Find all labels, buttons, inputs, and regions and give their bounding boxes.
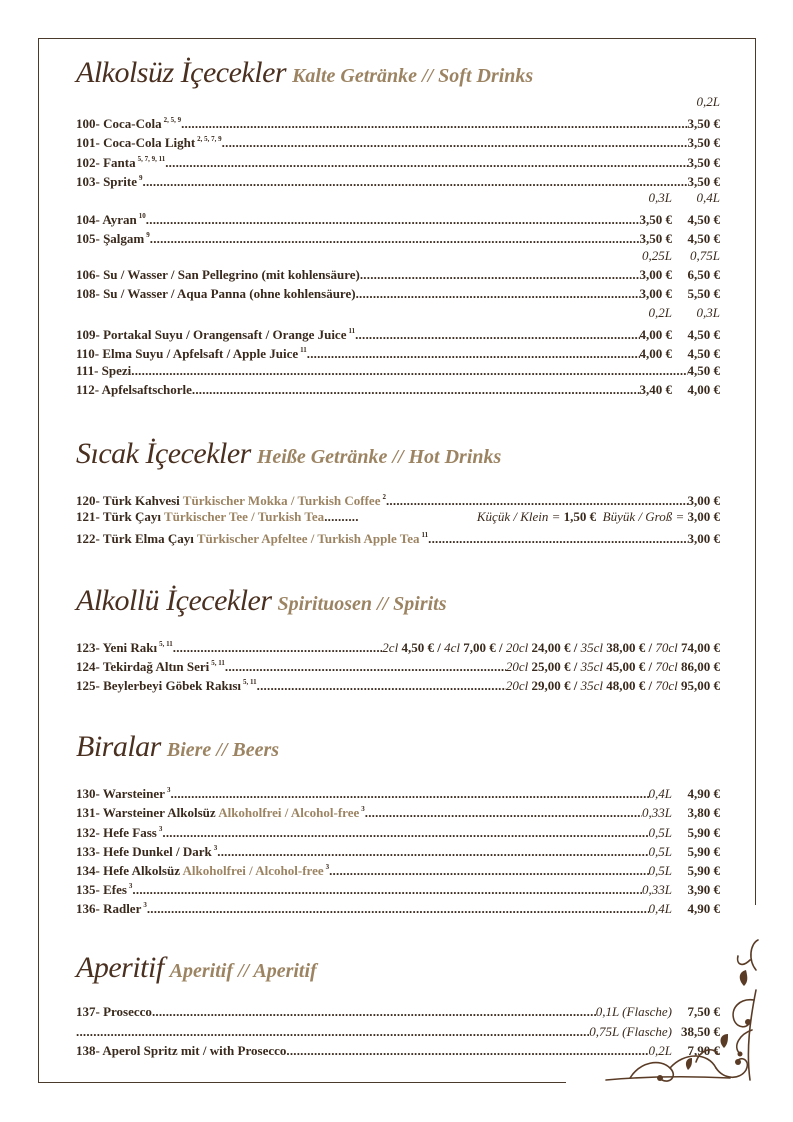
size-header	[76, 92, 720, 111]
leader-dots	[181, 114, 687, 133]
leader-dots	[329, 861, 648, 880]
title-german-english: Aperitif // Aperitif	[169, 960, 317, 983]
item-name: 121- Türk Çayı	[76, 509, 161, 525]
allergen-note: 9	[139, 173, 143, 182]
size-label: 0,3L	[648, 189, 672, 205]
item-price: 3,00 €	[687, 493, 720, 508]
section-title	[76, 583, 720, 617]
item-price: 3,00 €	[639, 285, 672, 301]
leader-dots	[225, 657, 506, 676]
leader-dots	[356, 284, 640, 303]
size-label: Küçük / Klein =	[476, 509, 561, 525]
menu-item	[76, 896, 720, 915]
item-price: 3,80 €	[687, 805, 720, 821]
menu-content	[76, 58, 720, 1060]
item-price: 4,00 €	[639, 327, 672, 343]
item-name: 110- Elma Suyu / Apfelsaft / Apple Juice	[76, 346, 299, 362]
item-price-large: 4,50 €	[687, 212, 720, 228]
allergen-note: 5, 11	[243, 677, 257, 686]
allergen-note: 3	[128, 882, 133, 891]
leader-dots	[365, 803, 642, 822]
item-price: 4,00 €	[639, 346, 672, 362]
allergen-note: 11	[300, 346, 307, 355]
size-label: 0,75L (Flasche)	[589, 1023, 672, 1039]
title-german-english: Spirituosen // Spirits	[277, 592, 447, 615]
size-label: 0,5L	[648, 824, 672, 840]
item-price: 3,50 €	[687, 173, 720, 189]
size-label: 0,4L	[648, 901, 672, 917]
allergen-note: 3	[158, 824, 163, 833]
leader-dots	[257, 676, 506, 695]
menu-item	[76, 169, 720, 188]
item-name: 109- Portakal Suyu / Orangensaft / Orange Juice	[76, 327, 347, 343]
menu-item	[76, 284, 720, 303]
menu-item	[76, 820, 720, 839]
size-label: 0,2L	[648, 305, 672, 321]
item-name: 135- Efes	[76, 882, 127, 898]
floral-scroll-ornament-icon	[600, 930, 760, 1090]
item-name: 108- Su / Wasser / Aqua Panna (ohne kohlensäure)	[76, 285, 356, 301]
leader-dots	[152, 1002, 596, 1021]
section-title	[76, 732, 720, 762]
item-price-large: 4,50 €	[687, 231, 720, 247]
item-name: 132- Hefe Fass	[76, 824, 157, 840]
item-name: 106- Su / Wasser / San Pellegrino (mit kohlensäure)	[76, 266, 360, 282]
allergen-note: 11	[421, 531, 429, 540]
size-label: 0,4L	[648, 786, 672, 802]
item-price: 3,50 €	[687, 154, 720, 170]
menu-item	[76, 111, 720, 130]
menu-item	[76, 361, 720, 380]
leader-dots	[355, 325, 639, 344]
item-price: 3,50 €	[687, 135, 720, 151]
allergen-note: 3	[166, 786, 171, 795]
item-name: 101- Coca-Cola Light	[76, 135, 196, 151]
item-price: 5,90 €	[687, 843, 720, 859]
item-name: 131- Warsteiner Alkolsüz	[76, 805, 216, 821]
size-label: 0,4L	[696, 189, 720, 205]
menu-item	[76, 265, 720, 284]
item-translation: Türkischer Mokka / Turkish Coffee	[182, 493, 381, 508]
allergen-note: 3	[361, 805, 365, 814]
item-price-large: 4,50 €	[687, 327, 720, 343]
section-beers	[76, 732, 720, 915]
section-title	[76, 58, 720, 88]
allergen-note: 2, 5, 9	[163, 116, 182, 125]
leader-dots	[222, 133, 688, 152]
item-price-large: 5,50 €	[687, 285, 720, 301]
item-name: 124- Tekirdağ Altın Seri	[76, 658, 210, 674]
item-name: 136- Radler	[76, 901, 142, 917]
leader-dots	[143, 172, 688, 191]
size-label: 0,3L	[696, 305, 720, 321]
item-price-large: 4,50 €	[687, 346, 720, 362]
size-label: 0,75L	[690, 247, 720, 263]
allergen-note: 5, 7, 9, 11	[137, 154, 166, 163]
leader-dots	[165, 153, 687, 172]
title-turkish: Biralar	[76, 730, 161, 764]
item-name: 123- Yeni Rakı	[76, 639, 158, 655]
menu-item	[76, 150, 720, 169]
title-turkish: Alkolsüz İçecekler	[76, 56, 287, 89]
leader-dots	[147, 899, 649, 918]
item-price: 3,40 €	[639, 381, 672, 397]
menu-item	[76, 800, 720, 819]
item-price: 4,90 €	[687, 901, 720, 917]
leader-dots	[324, 507, 358, 526]
item-translation: Alkoholfrei / Alcohol-free	[182, 862, 324, 878]
allergen-note: 3	[143, 901, 147, 910]
leader-dots	[162, 823, 648, 842]
title-turkish: Sıcak İçecekler	[76, 437, 251, 470]
menu-item	[76, 341, 720, 360]
size-label: Büyük / Groß =	[602, 509, 685, 525]
allergen-note: 2	[382, 493, 386, 501]
section-soft-drinks	[76, 58, 720, 399]
menu-item	[76, 130, 720, 149]
menu-item	[76, 380, 720, 399]
size-label: 0,2L	[648, 1042, 672, 1058]
item-name: 100- Coca-Cola	[76, 116, 162, 132]
item-name: 105- Şalgam	[76, 231, 145, 247]
item-translation: Alkoholfrei / Alcohol-free	[218, 805, 360, 821]
allergen-note: 5, 11	[211, 658, 225, 667]
menu-item	[76, 226, 720, 245]
item-price-large: 6,50 €	[687, 266, 720, 282]
menu-item	[76, 858, 720, 877]
item-price: 3,50 €	[687, 116, 720, 132]
size-label: 0,5L	[648, 862, 672, 878]
item-price: 7,90 €	[687, 1042, 720, 1058]
leader-dots	[76, 1022, 589, 1041]
size-header	[76, 303, 720, 322]
item-name: 122- Türk Elma Çayı	[76, 531, 194, 547]
item-name: 138- Aperol Spritz mit / with Prosecco	[76, 1042, 287, 1058]
item-price: 7,50 €	[687, 1004, 720, 1020]
leader-dots	[428, 529, 687, 548]
allergen-note: 5, 11	[159, 639, 173, 648]
allergen-note: 2, 5, 7, 9	[197, 135, 222, 144]
title-german-english: Heiße Getränke // Hot Drinks	[256, 446, 502, 468]
section-hot-drinks	[76, 439, 720, 546]
title-german-english: Biere // Beers	[166, 739, 280, 762]
menu-item	[76, 839, 720, 858]
item-name: 104- Ayran	[76, 212, 137, 228]
menu-item	[76, 488, 720, 507]
item-price-large: 4,00 €	[687, 381, 720, 397]
menu-item: 125- Beylerbeyi Göbek Rakısı $^{5, 11}$ ..... 20cl 29,00 € / 35cl 48,00 € / 70cl 95,00 €	[76, 673, 720, 692]
item-translation: Türkischer Apfeltee / Turkish Apple Tea	[196, 531, 420, 547]
allergen-note: 3	[325, 862, 330, 871]
item-name: 133- Hefe Dunkel / Dark	[76, 843, 212, 859]
section-title	[76, 439, 720, 469]
item-name: 134- Hefe Alkolsüz	[76, 862, 180, 878]
size-label: 0,33L	[642, 882, 672, 898]
item-name: 120- Türk Kahvesi	[76, 493, 180, 508]
size-label: 0,2L	[696, 94, 720, 109]
allergen-note: 9	[146, 231, 150, 240]
item-name: 125- Beylerbeyi Göbek Rakısı	[76, 677, 242, 693]
menu-item	[76, 877, 720, 896]
allergen-note: 11	[348, 327, 356, 336]
item-price: 3,00 €	[639, 266, 672, 282]
menu-item	[76, 526, 720, 545]
leader-dots	[360, 265, 640, 284]
item-price: 4,50 €	[687, 362, 720, 378]
item-name: 103- Sprite	[76, 173, 138, 189]
item-name: 137- Prosecco	[76, 1004, 152, 1020]
menu-item	[76, 322, 720, 341]
item-price: 3,00 €	[687, 531, 720, 547]
leader-dots	[131, 361, 687, 380]
item-price: 5,90 €	[687, 862, 720, 878]
allergen-note: 10	[138, 212, 146, 221]
item-price: 3,90 €	[687, 882, 720, 898]
size-label: 0,25L	[642, 247, 672, 263]
menu-item	[76, 207, 720, 226]
item-name: 111- Spezi	[76, 362, 132, 378]
allergen-note: 3	[213, 843, 218, 852]
size-label: 0,1L (Flasche)	[595, 1004, 672, 1020]
leader-dots	[150, 229, 640, 248]
leader-dots	[132, 880, 642, 899]
item-name: 102- Fanta	[76, 154, 136, 170]
item-price-large: 3,00 €	[687, 509, 720, 525]
title-german-english: Kalte Getränke // Soft Drinks	[292, 65, 534, 87]
size-label: 0,33L	[642, 805, 672, 821]
menu-item: 124- Tekirdağ Altın Seri $^{5, 11}$ ..... 20cl 25,00 € / 35cl 45,00 € / 70cl 86,00 €	[76, 654, 720, 673]
item-price: 38,50 €	[681, 1023, 720, 1039]
item-price: 4,90 €	[687, 786, 720, 802]
item-price: 5,90 €	[687, 824, 720, 840]
leader-dots	[286, 1041, 648, 1060]
menu-item	[76, 781, 720, 800]
menu-item: 123- Yeni Rakı $^{5, 11}$ ..... 2cl 4,50 € / 4cl 7,00 € / 20cl 24,00 € / 35cl 38,00 € / 70cl 74,00 €	[76, 635, 720, 654]
title-turkish: Aperitif	[76, 951, 164, 985]
leader-dots	[146, 210, 640, 229]
item-name: 112- Apfelsaftschorle	[76, 381, 192, 397]
item-name: 130- Warsteiner	[76, 786, 165, 802]
item-price: 3,50 €	[639, 231, 672, 247]
item-translation: Türkischer Tee / Turkish Tea	[164, 509, 325, 525]
leader-dots	[192, 380, 640, 399]
size-label: 0,5L	[648, 843, 672, 859]
item-price: 3,50 €	[639, 212, 672, 228]
section-spirits	[76, 583, 720, 693]
item-price: 1,50 €	[563, 509, 597, 525]
title-turkish: Alkollü İçecekler	[76, 583, 272, 617]
